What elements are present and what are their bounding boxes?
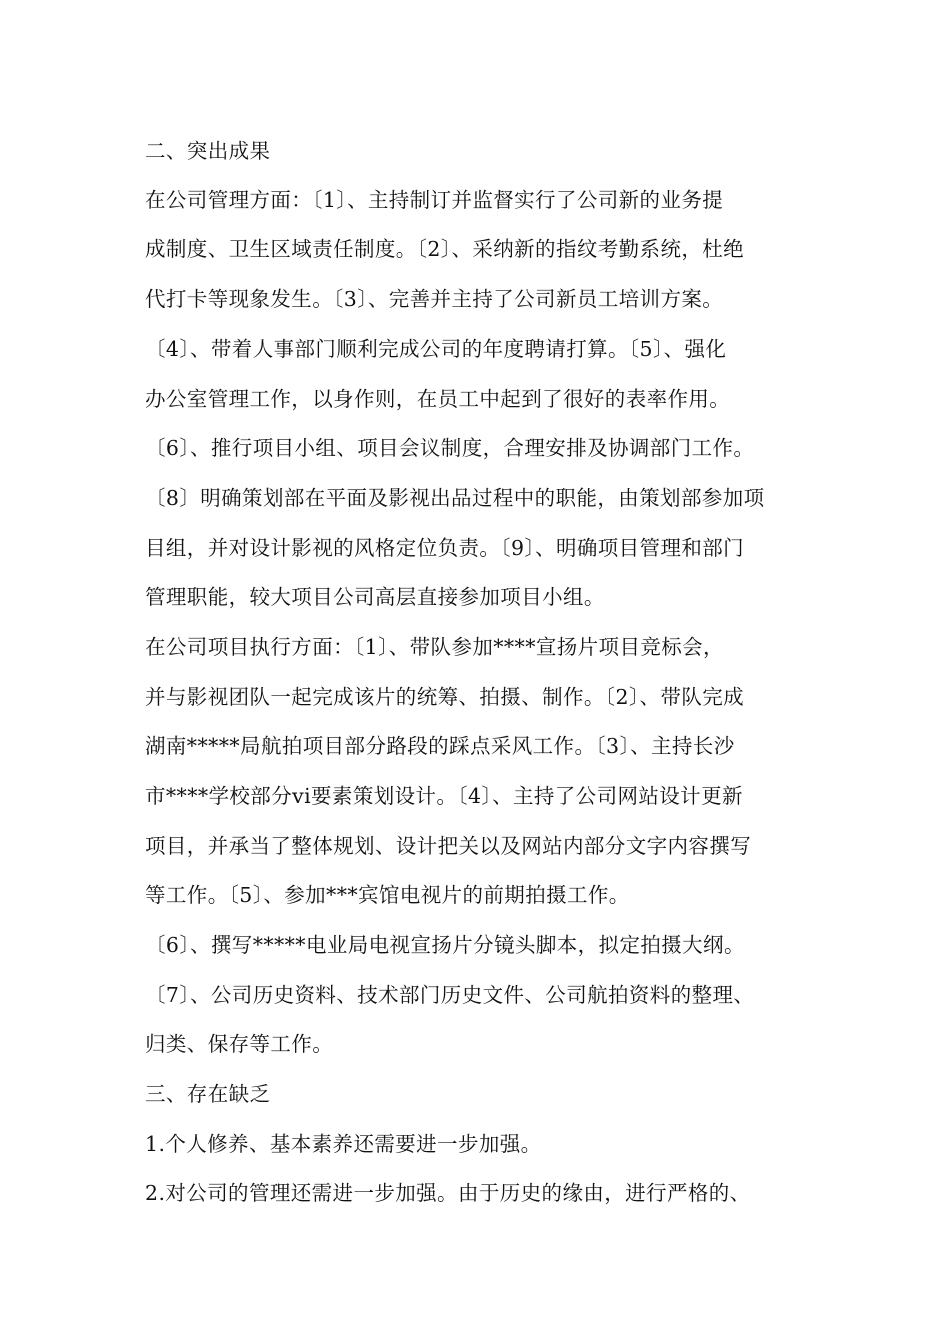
paragraph-line: 〔8〕明确策划部在平面及影视出品过程中的职能，由策划部参加项 (145, 486, 765, 510)
paragraph-line: 归类、保存等工作。 (145, 1032, 334, 1056)
list-item: 1.个人修养、基本素养还需要进一步加强。 (145, 1132, 542, 1156)
paragraph-line: 湖南*****局航拍项目部分路段的踩点采风工作。〔3〕、主持长沙 (145, 734, 735, 758)
paragraph-line: 办公室管理工作，以身作则，在员工中起到了很好的表率作用。 (145, 387, 731, 411)
section-heading-shortcomings: 三、存在缺乏 (145, 1082, 271, 1106)
paragraph-line: 〔4〕、带着人事部门顺利完成公司的年度聘请打算。〔5〕、强化 (145, 337, 727, 361)
paragraph-line: 在公司管理方面：〔1〕、主持制订并监督实行了公司新的业务提 (145, 188, 724, 212)
paragraph-line: 项目，并承当了整体规划、设计把关以及网站内部分文字内容撰写 (145, 834, 752, 858)
paragraph-line: 〔6〕、推行项目小组、项目会议制度，合理安排及协调部门工作。 (145, 436, 755, 460)
paragraph-line: 〔6〕、撰写*****电业局电视宣扬片分镜头脚本，拟定拍摄大纲。 (145, 933, 745, 957)
paragraph-line: 代打卡等现象发生。〔3〕、完善并主持了公司新员工培训方案。 (145, 287, 724, 311)
paragraph-line: 管理职能，较大项目公司高层直接参加项目小组。 (145, 585, 605, 609)
paragraph-line: 并与影视团队一起完成该片的统筹、拍摄、制作。〔2〕、带队完成 (145, 685, 745, 709)
paragraph-line: 等工作。〔5〕、参加***宾馆电视片的前期拍摄工作。 (145, 883, 630, 907)
section-heading-achievements: 二、突出成果 (145, 139, 271, 163)
paragraph-line: 〔7〕、公司历史资料、技术部门历史文件、公司航拍资料的整理、 (145, 983, 755, 1007)
list-item: 2.对公司的管理还需进一步加强。由于历史的缘由，进行严格的、 (145, 1181, 751, 1205)
paragraph-line: 市****学校部分vi要素策划设计。〔4〕、主持了公司网站设计更新 (145, 784, 743, 808)
paragraph-line: 成制度、卫生区域责任制度。〔2〕、采纳新的指纹考勤系统，杜绝 (145, 237, 745, 261)
paragraph-line: 目组，并对设计影视的风格定位负责。〔9〕、明确项目管理和部门 (145, 536, 745, 560)
paragraph-line: 在公司项目执行方面：〔1〕、带队参加****宣扬片项目竞标会， (145, 635, 724, 659)
